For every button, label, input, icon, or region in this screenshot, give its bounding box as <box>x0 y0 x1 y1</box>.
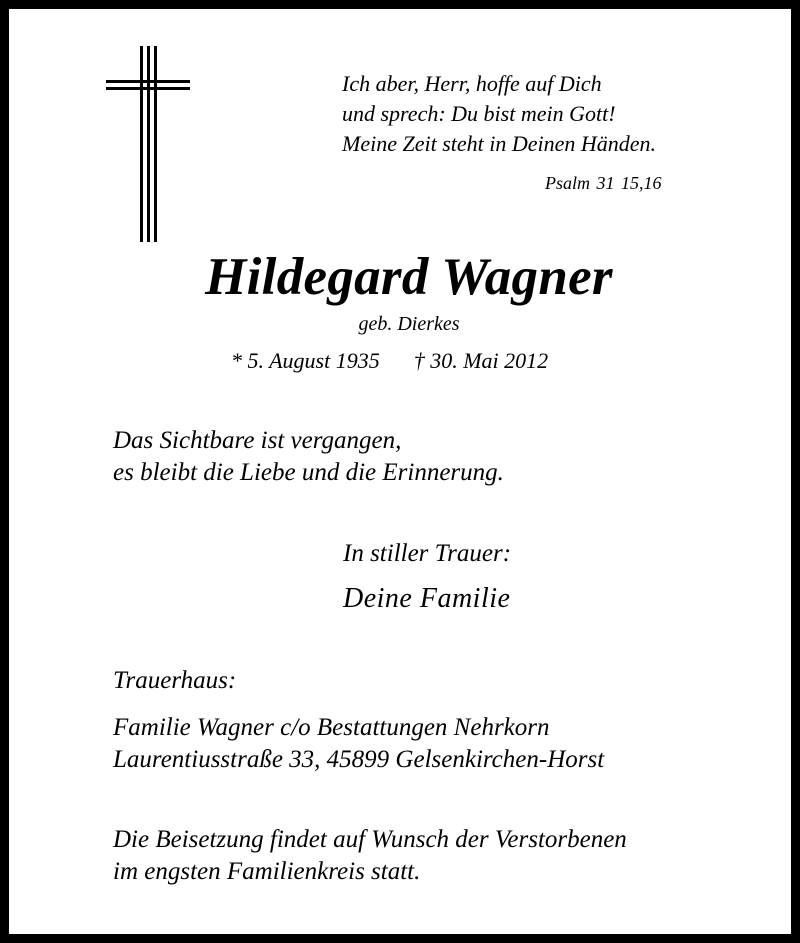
mourning-house-label: Trauerhaus: <box>113 667 237 694</box>
deceased-name: Hildegard Wagner <box>205 248 613 306</box>
birth-name: geb. Dierkes <box>358 313 460 335</box>
mourning-house-address <box>113 712 604 776</box>
verse-line: Meine Zeit steht in Deinen Händen. <box>342 131 657 156</box>
memorial-quote <box>113 425 504 489</box>
burial-line: Die Beisetzung findet auf Wunsch der Verstorbenen <box>113 826 627 853</box>
burial-line: im engsten Familienkreis statt. <box>113 858 421 885</box>
death-date: † 30. Mai 2012 <box>413 348 549 373</box>
verse-line: Ich aber, Herr, hoffe auf Dich <box>342 71 602 96</box>
life-dates <box>231 347 548 375</box>
birth-date: * 5. August 1935 <box>231 348 380 373</box>
cross-icon <box>106 46 190 242</box>
quote-line: Das Sichtbare ist vergangen, <box>113 427 402 454</box>
quote-line: es bleibt die Liebe und die Erinnerung. <box>113 459 504 486</box>
mourning-intro: In stiller Trauer: <box>343 540 512 567</box>
address-line: Familie Wagner c/o Bestattungen Nehrkorn <box>113 714 550 741</box>
verse-line: und sprech: Du bist mein Gott! <box>342 101 616 126</box>
psalm-verse <box>342 69 656 159</box>
psalm-reference: Psalm 31 15,16 <box>545 173 662 193</box>
family-signature: Deine Familie <box>343 583 511 614</box>
burial-notice <box>113 824 627 888</box>
address-line: Laurentiusstraße 33, 45899 Gelsenkirchen-Horst <box>113 746 605 773</box>
